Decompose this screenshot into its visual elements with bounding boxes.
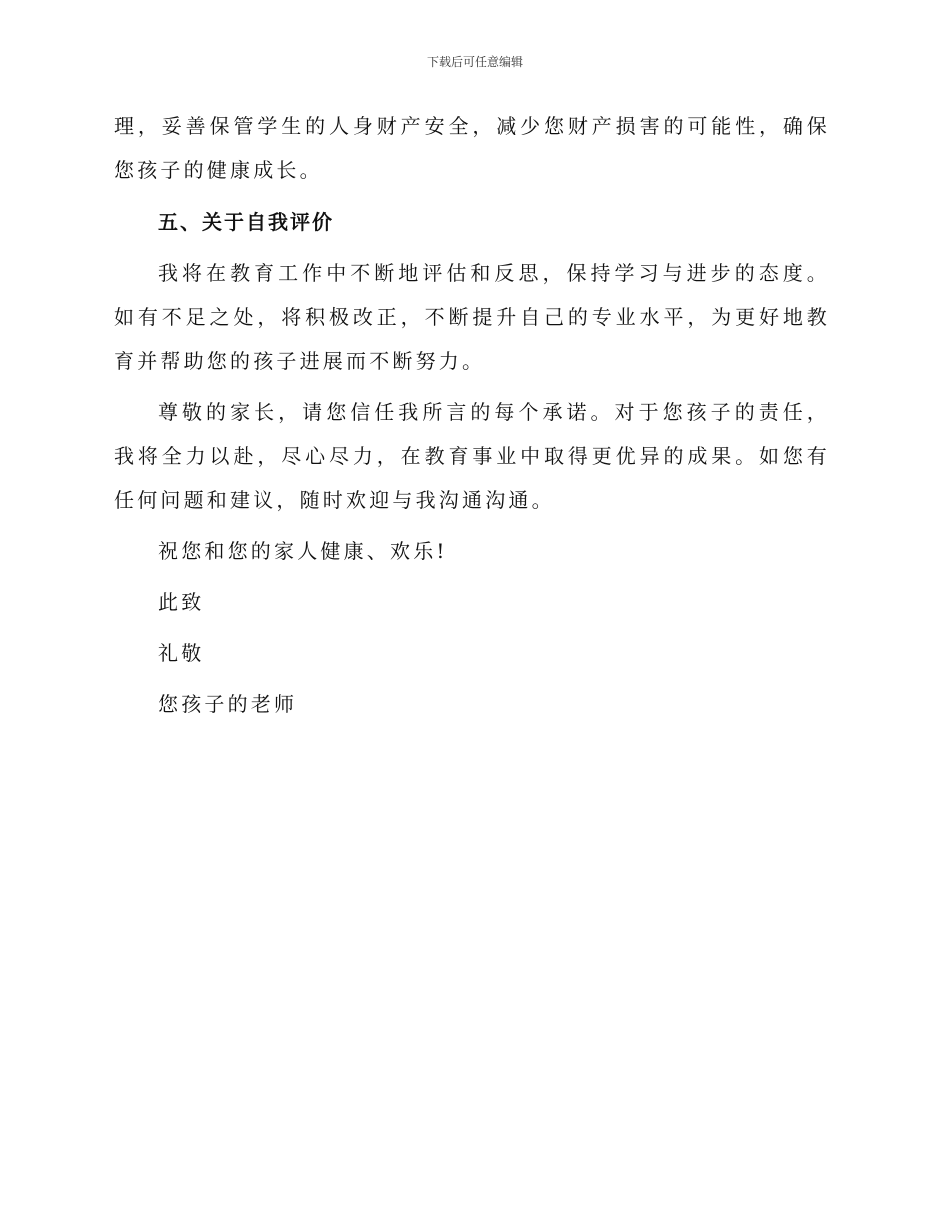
paragraph-commitment: 尊敬的家长，请您信任我所言的每个承诺。对于您孩子的责任，我将全力以赴，尽心尽力，在教育事业中取得更优异的成果。如您有任何问题和建议，随时欢迎与我沟通沟通。 — [114, 400, 830, 512]
closing-line-2: 礼敬 — [158, 641, 205, 665]
letter-body — [114, 104, 830, 726]
section-heading: 五、关于自我评价 — [158, 210, 334, 234]
blessing-line: 祝您和您的家人健康、欢乐! — [158, 539, 448, 563]
page-header-note: 下载后可任意编辑 — [426, 55, 523, 69]
signature-line: 您孩子的老师 — [158, 692, 298, 716]
closing-line-1: 此致 — [158, 590, 205, 614]
paragraph-continued: 理，妥善保管学生的人身财产安全，减少您财产损害的可能性，确保您孩子的健康成长。 — [114, 114, 830, 182]
paragraph-self-evaluation: 我将在教育工作中不断地评估和反思，保持学习与进步的态度。如有不足之处，将积极改正，不断提升自己的专业水平，为更好地教育并帮助您的孩子进展而不断努力。 — [114, 261, 830, 373]
